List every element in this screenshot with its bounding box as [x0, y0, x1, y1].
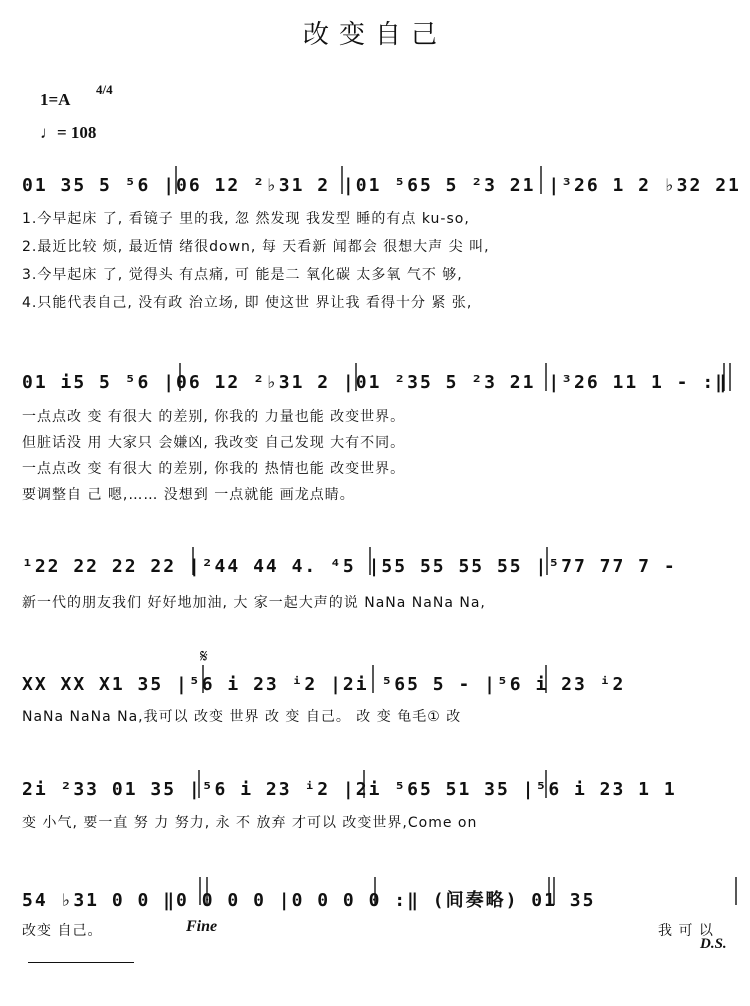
system-5-lyric: 变 小气, 要一直 努 力 努力, 永 不 放弃 才可以 改变世界,Come on	[22, 815, 478, 831]
system-2-lyric-2: 但脏话没 用 大家只 会嫌凶, 我改变 自己发现 大有不同。	[22, 435, 406, 451]
system-3-notes: ¹22 22 22 22 |²44 44 4. ⁴5 |55 55 55 55 |⁵77 77 7 -	[22, 556, 677, 577]
system-4-notes: XX XX X1 35 |⁵6 i 23 ⁱ2 |2i ⁵65 5 - |⁵6 i 23 ⁱ2	[22, 674, 626, 695]
system-2-lyric-1: 一点点改 变 有很大 的差别, 你我的 力量也能 改变世界。	[22, 409, 406, 425]
time-signature-text: 4/4	[96, 82, 113, 97]
tempo-marking	[40, 123, 96, 143]
time-signature	[96, 84, 113, 96]
ds-marking: D.S.	[700, 936, 727, 952]
system-4-lyric: NaNa NaNa Na,我可以 改变 世界 改 变 自己。 改 变 龟毛① 改	[22, 709, 462, 725]
segno-icon: 𝄋	[200, 646, 208, 667]
system-6-lyric: 改变 自己。	[22, 923, 103, 939]
key-signature: 1=A	[40, 90, 71, 109]
system-1-lyric-4: 4.只能代表自己, 没有政 治立场, 即 使这世 界让我 看得十分 紧 张,	[22, 295, 473, 311]
system-5-notes: 2i ²33 01 35 |⁵6 i 23 ⁱ2 |2i ⁵65 51 35 |⁵6 i 23 1 1	[22, 779, 677, 800]
footnote-divider	[28, 962, 134, 963]
system-1-lyric-1: 1.今早起床 了, 看镜子 里的我, 忽 然发现 我发型 睡的有点 ku-so,	[22, 211, 470, 227]
system-1-notes: 01 35 5 ⁵6 |06 12 ²♭31 2 |01 ⁵65 5 ²3 21 |³26 1 2 ♭32 21	[22, 175, 741, 196]
quarter-note-icon: ♩	[40, 123, 57, 142]
system-2-lyric-4: 要调整自 己 嗯,…… 没想到 一点就能 画龙点睛。	[22, 487, 355, 503]
system-6-pickup-lyric: 我 可 以	[658, 923, 714, 939]
system-2-lyric-3: 一点点改 变 有很大 的差别, 你我的 热情也能 改变世界。	[22, 461, 406, 477]
system-2-notes: 01 i5 5 ⁵6 |06 12 ²♭31 2 |01 ²35 5 ²3 21 |³26 11 1 - :‖	[22, 372, 729, 393]
system-3-lyric: 新一代的朋友我们 好好地加油, 大 家一起大声的说 NaNa NaNa Na,	[22, 595, 486, 611]
song-title: 改变自己	[302, 20, 447, 50]
tempo-value: = 108	[57, 123, 97, 142]
system-1-lyric-3: 3.今早起床 了, 觉得头 有点痛, 可 能是二 氧化碳 太多氧 气不 够,	[22, 267, 463, 283]
fine-marking: Fine	[186, 918, 218, 935]
system-1-lyric-2: 2.最近比较 烦, 最近情 绪很down, 每 天看新 闻都会 很想大声 尖 叫,	[22, 239, 490, 255]
system-6-notes: 54 ♭31 0 0 ‖0 0 0 0 |0 0 0 0 :‖ (间奏略) 01 35	[22, 890, 596, 911]
